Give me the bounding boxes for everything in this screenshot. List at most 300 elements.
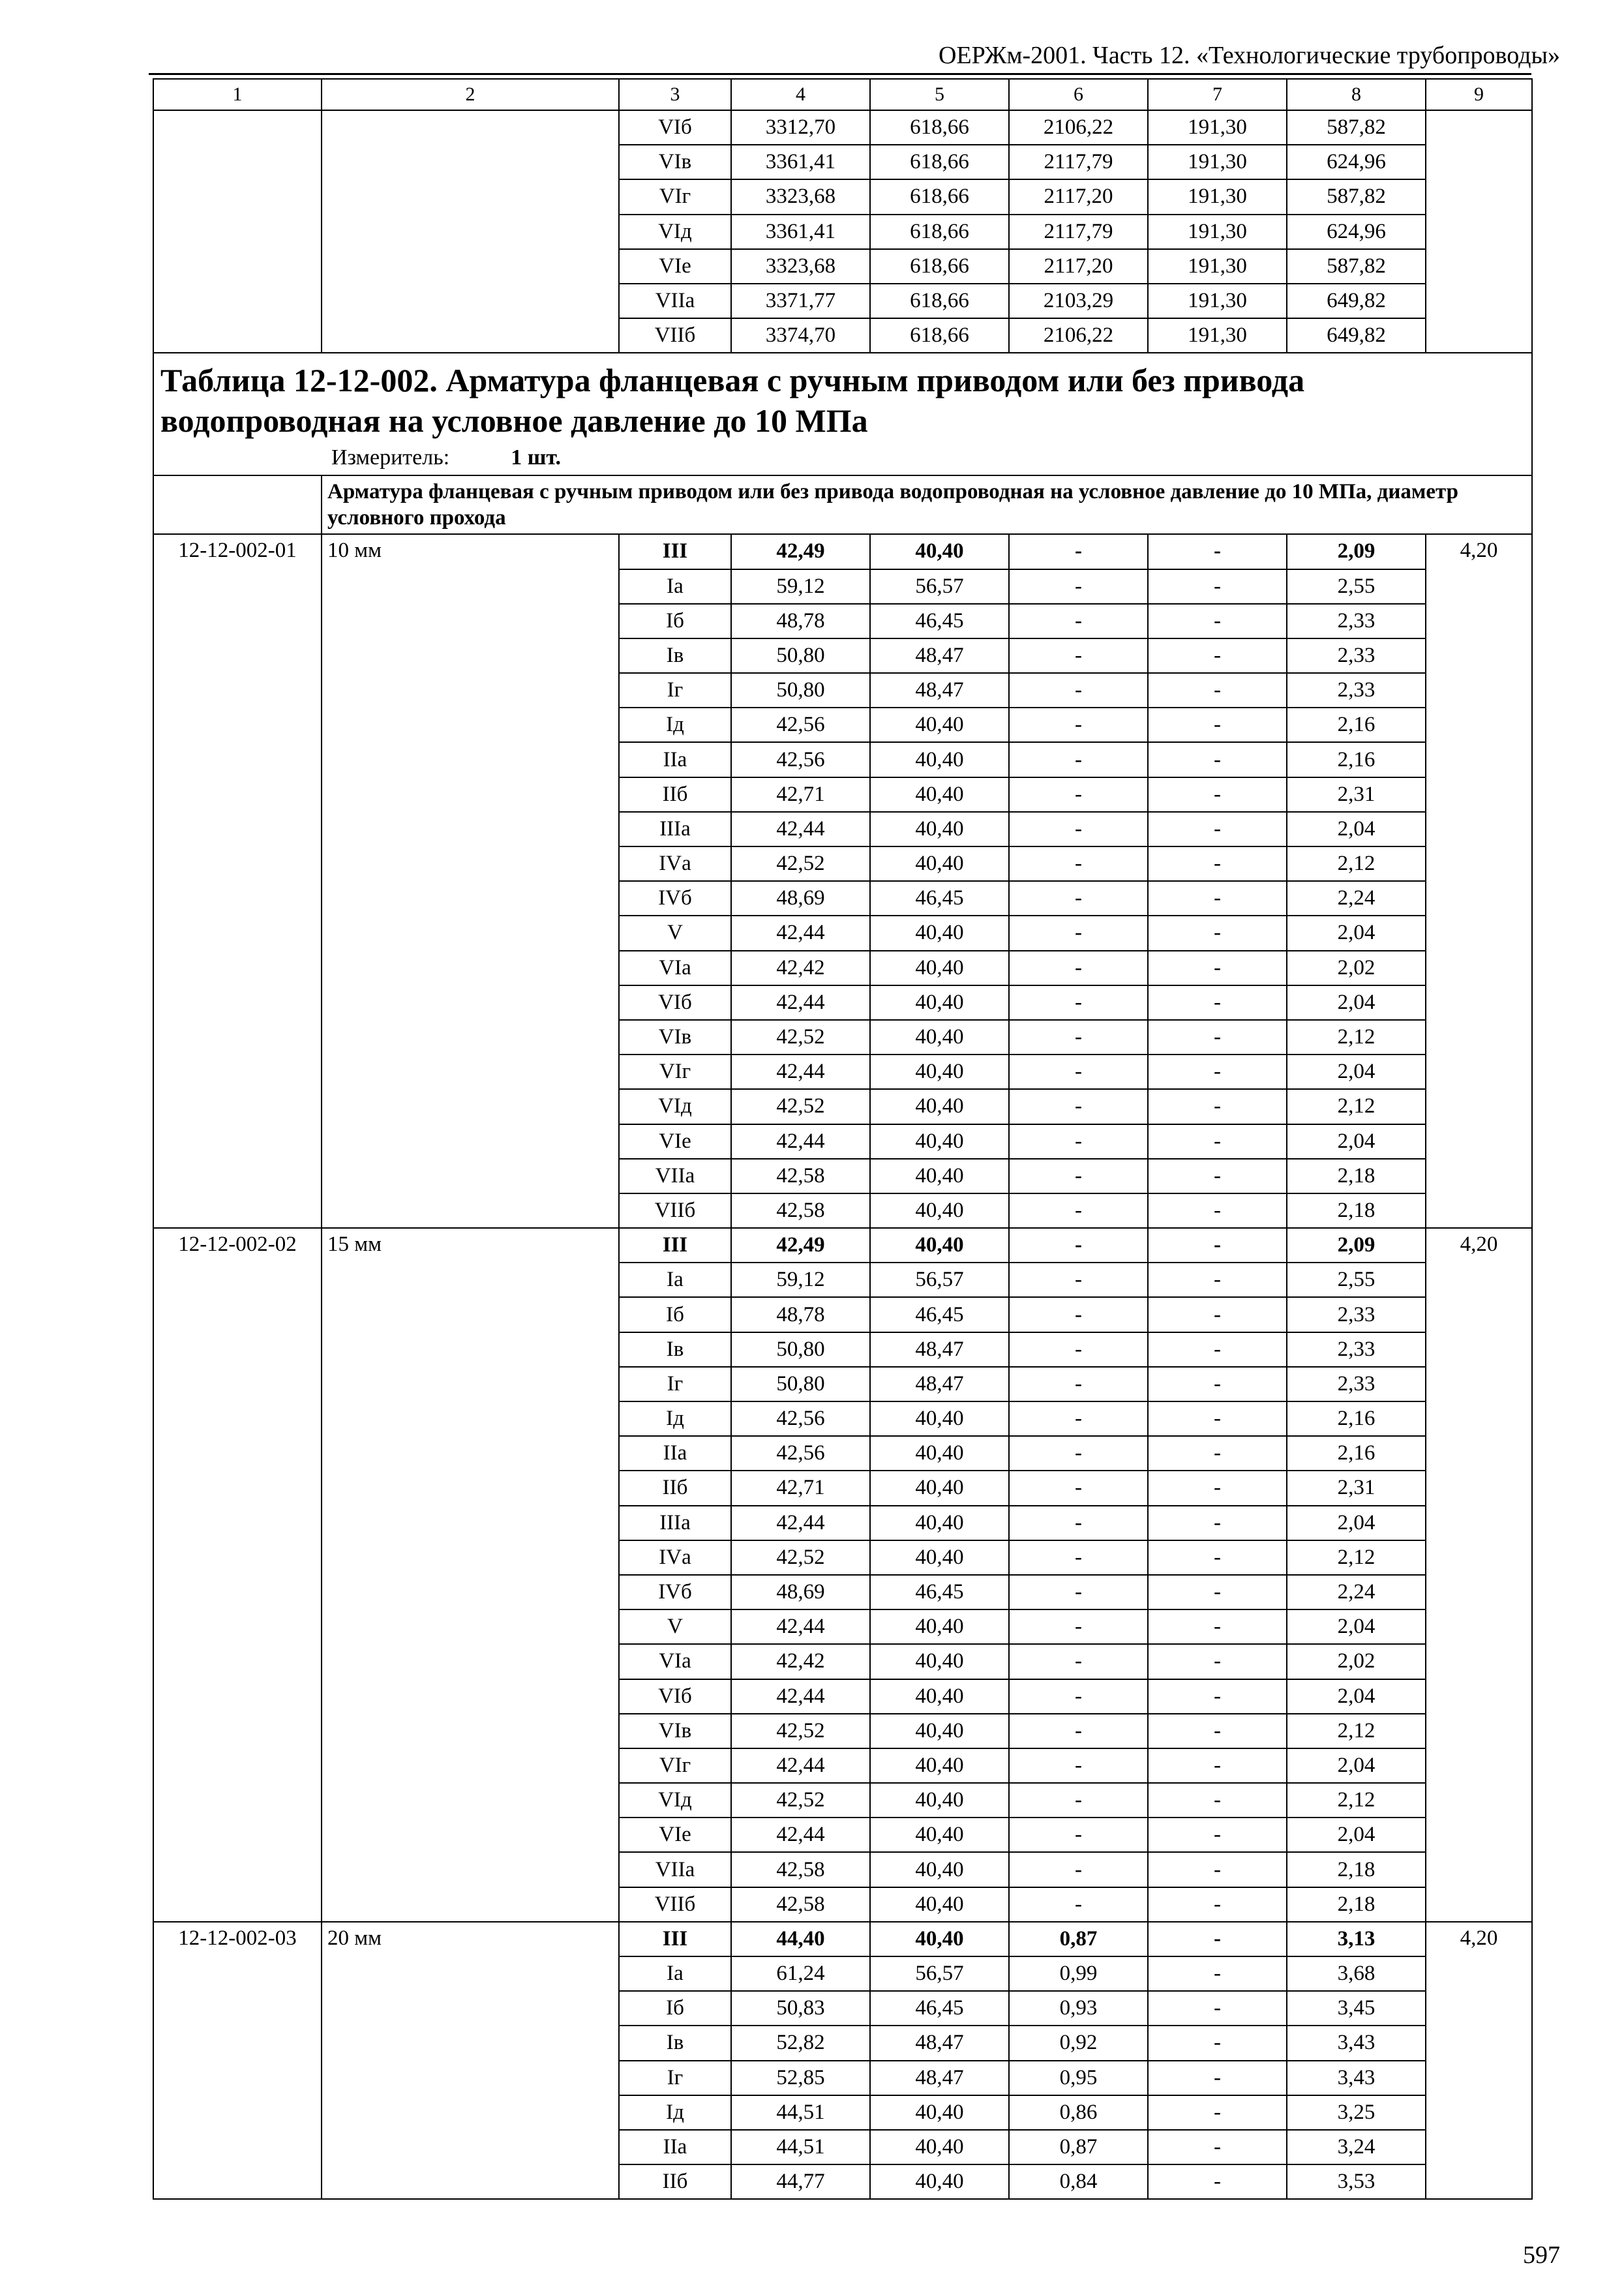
total-cost-cell: 42,52 xyxy=(731,1020,870,1055)
column-number: 2 xyxy=(322,79,619,110)
materials-cell: 2,33 xyxy=(1287,638,1426,673)
region-code-cell: VIIб xyxy=(619,318,731,353)
wages-cell: 56,57 xyxy=(870,1263,1009,1297)
wages-cell: 40,40 xyxy=(870,1055,1009,1089)
machines-cell: - xyxy=(1009,1818,1148,1852)
materials-cell: 2,02 xyxy=(1287,1644,1426,1679)
wages-cell: 40,40 xyxy=(870,1089,1009,1124)
materials-cell: 2,12 xyxy=(1287,1783,1426,1818)
total-cost-cell: 42,44 xyxy=(731,1124,870,1159)
machines-cell: - xyxy=(1009,638,1148,673)
materials-cell: 3,13 xyxy=(1287,1922,1426,1956)
machines-cell: - xyxy=(1009,534,1148,569)
region-code-cell: VIIа xyxy=(619,1159,731,1193)
machines-cell: 2117,79 xyxy=(1009,145,1148,179)
wages-cell: 48,47 xyxy=(870,1367,1009,1401)
materials-cell: 649,82 xyxy=(1287,318,1426,353)
price-table xyxy=(153,78,1533,2200)
materials-cell: 2,04 xyxy=(1287,916,1426,950)
table-row xyxy=(153,1228,1532,1263)
total-cost-cell: 42,52 xyxy=(731,1714,870,1748)
machinist-wages-cell: - xyxy=(1148,1956,1287,1991)
total-cost-cell: 48,78 xyxy=(731,604,870,638)
machinist-wages-cell: - xyxy=(1148,2164,1287,2199)
machines-cell: - xyxy=(1009,1367,1148,1401)
total-cost-cell: 42,56 xyxy=(731,1436,870,1471)
machinist-wages-cell: - xyxy=(1148,2061,1287,2095)
region-code-cell: VIб xyxy=(619,110,731,145)
materials-cell: 3,43 xyxy=(1287,2026,1426,2060)
table-title-row xyxy=(153,353,1532,475)
machines-cell: - xyxy=(1009,812,1148,846)
materials-cell: 2,18 xyxy=(1287,1159,1426,1193)
diameter-cell: 20 мм xyxy=(322,1922,619,2200)
machinist-wages-cell: 191,30 xyxy=(1148,110,1287,145)
total-cost-cell: 42,44 xyxy=(731,1055,870,1089)
page-number: 597 xyxy=(1523,2241,1560,2269)
total-cost-cell: 42,58 xyxy=(731,1887,870,1922)
total-cost-cell: 52,85 xyxy=(731,2061,870,2095)
machines-cell: - xyxy=(1009,673,1148,708)
total-cost-cell: 50,80 xyxy=(731,1332,870,1367)
wages-cell: 40,40 xyxy=(870,1124,1009,1159)
total-cost-cell: 42,44 xyxy=(731,985,870,1020)
materials-cell: 2,04 xyxy=(1287,1818,1426,1852)
wages-cell: 40,40 xyxy=(870,1644,1009,1679)
machines-cell: - xyxy=(1009,1020,1148,1055)
machinist-wages-cell: 191,30 xyxy=(1148,249,1287,284)
machinist-wages-cell: - xyxy=(1148,604,1287,638)
machines-cell: - xyxy=(1009,1748,1148,1783)
code-cell: 12-12-002-01 xyxy=(153,534,322,1228)
machinist-wages-cell: - xyxy=(1148,1922,1287,1956)
region-code-cell: IIа xyxy=(619,742,731,777)
wages-cell: 48,47 xyxy=(870,2026,1009,2060)
machines-cell: - xyxy=(1009,985,1148,1020)
region-code-cell: Iг xyxy=(619,2061,731,2095)
total-cost-cell: 42,52 xyxy=(731,1540,870,1575)
machinist-wages-cell: - xyxy=(1148,1159,1287,1193)
region-code-cell: IVа xyxy=(619,1540,731,1575)
machinist-wages-cell: - xyxy=(1148,1297,1287,1332)
total-cost-cell: 3371,77 xyxy=(731,284,870,318)
region-code-cell: Iв xyxy=(619,2026,731,2060)
wages-cell: 40,40 xyxy=(870,1748,1009,1783)
machinist-wages-cell: - xyxy=(1148,1609,1287,1644)
region-code-cell: VIг xyxy=(619,179,731,214)
materials-cell: 2,31 xyxy=(1287,1471,1426,1505)
column-number: 8 xyxy=(1287,79,1426,110)
total-cost-cell: 3361,41 xyxy=(731,145,870,179)
total-cost-cell: 44,77 xyxy=(731,2164,870,2199)
table-row xyxy=(153,110,1532,145)
materials-cell: 2,55 xyxy=(1287,569,1426,604)
region-code-cell: IVб xyxy=(619,1575,731,1609)
wages-cell: 40,40 xyxy=(870,1540,1009,1575)
base-cost-cell: 4,20 xyxy=(1426,534,1532,1228)
base-cost-cell: 4,20 xyxy=(1426,1922,1532,2200)
total-cost-cell: 42,49 xyxy=(731,1228,870,1263)
machinist-wages-cell: - xyxy=(1148,985,1287,1020)
machines-cell: 0,92 xyxy=(1009,2026,1148,2060)
materials-cell: 2,12 xyxy=(1287,1089,1426,1124)
total-cost-cell: 50,80 xyxy=(731,1367,870,1401)
materials-cell: 3,24 xyxy=(1287,2130,1426,2164)
total-cost-cell: 48,69 xyxy=(731,1575,870,1609)
machinist-wages-cell: - xyxy=(1148,1852,1287,1887)
materials-cell: 2,16 xyxy=(1287,1436,1426,1471)
materials-cell: 2,04 xyxy=(1287,1124,1426,1159)
wages-cell: 48,47 xyxy=(870,673,1009,708)
column-number: 7 xyxy=(1148,79,1287,110)
wages-cell: 40,40 xyxy=(870,916,1009,950)
wages-cell: 40,40 xyxy=(870,1783,1009,1818)
diameter-cell xyxy=(322,110,619,353)
region-code-cell: III xyxy=(619,1228,731,1263)
machinist-wages-cell: - xyxy=(1148,1020,1287,1055)
machinist-wages-cell: - xyxy=(1148,1748,1287,1783)
materials-cell: 2,33 xyxy=(1287,1367,1426,1401)
machinist-wages-cell: 191,30 xyxy=(1148,215,1287,249)
total-cost-cell: 42,42 xyxy=(731,1644,870,1679)
code-cell: 12-12-002-02 xyxy=(153,1228,322,1922)
region-code-cell: VIв xyxy=(619,1020,731,1055)
machines-cell: 2117,20 xyxy=(1009,249,1148,284)
machines-cell: - xyxy=(1009,1436,1148,1471)
materials-cell: 2,04 xyxy=(1287,1506,1426,1540)
machinist-wages-cell: - xyxy=(1148,673,1287,708)
machines-cell: 2103,29 xyxy=(1009,284,1148,318)
materials-cell: 2,16 xyxy=(1287,1401,1426,1436)
machinist-wages-cell: - xyxy=(1148,951,1287,985)
materials-cell: 2,31 xyxy=(1287,777,1426,812)
region-code-cell: VIг xyxy=(619,1748,731,1783)
machines-cell: - xyxy=(1009,708,1148,742)
region-code-cell: VIа xyxy=(619,951,731,985)
unit-label: Измеритель: xyxy=(331,445,450,470)
table-title: Таблица 12-12-002. Арматура фланцевая с ручным приводом или без привода водопроводная на условное давление до 10 МПа xyxy=(160,362,1305,440)
total-cost-cell: 42,44 xyxy=(731,1748,870,1783)
machinist-wages-cell: - xyxy=(1148,1193,1287,1228)
materials-cell: 2,33 xyxy=(1287,1332,1426,1367)
machinist-wages-cell: - xyxy=(1148,742,1287,777)
total-cost-cell: 42,52 xyxy=(731,1783,870,1818)
materials-cell: 3,68 xyxy=(1287,1956,1426,1991)
total-cost-cell: 42,44 xyxy=(731,1609,870,1644)
wages-cell: 46,45 xyxy=(870,1297,1009,1332)
wages-cell: 40,40 xyxy=(870,708,1009,742)
wages-cell: 40,40 xyxy=(870,846,1009,881)
machines-cell: - xyxy=(1009,951,1148,985)
materials-cell: 2,12 xyxy=(1287,1714,1426,1748)
machinist-wages-cell: 191,30 xyxy=(1148,145,1287,179)
machines-cell: - xyxy=(1009,1609,1148,1644)
wages-cell: 40,40 xyxy=(870,1436,1009,1471)
total-cost-cell: 52,82 xyxy=(731,2026,870,2060)
machines-cell: - xyxy=(1009,1089,1148,1124)
machines-cell: 0,87 xyxy=(1009,2130,1148,2164)
machinist-wages-cell: - xyxy=(1148,2095,1287,2130)
total-cost-cell: 61,24 xyxy=(731,1956,870,1991)
materials-cell: 3,45 xyxy=(1287,1991,1426,2026)
machines-cell: - xyxy=(1009,1506,1148,1540)
region-code-cell: Iа xyxy=(619,1263,731,1297)
wages-cell: 40,40 xyxy=(870,1818,1009,1852)
machinist-wages-cell: - xyxy=(1148,534,1287,569)
machines-cell: 2106,22 xyxy=(1009,318,1148,353)
machinist-wages-cell: - xyxy=(1148,1575,1287,1609)
machinist-wages-cell: - xyxy=(1148,638,1287,673)
materials-cell: 2,12 xyxy=(1287,1540,1426,1575)
materials-cell: 2,12 xyxy=(1287,846,1426,881)
total-cost-cell: 48,69 xyxy=(731,881,870,916)
materials-cell: 2,33 xyxy=(1287,604,1426,638)
total-cost-cell: 42,44 xyxy=(731,1818,870,1852)
wages-cell: 40,40 xyxy=(870,742,1009,777)
machinist-wages-cell: - xyxy=(1148,1055,1287,1089)
region-code-cell: V xyxy=(619,1609,731,1644)
machinist-wages-cell: - xyxy=(1148,1401,1287,1436)
machinist-wages-cell: - xyxy=(1148,708,1287,742)
machines-cell: 2106,22 xyxy=(1009,110,1148,145)
total-cost-cell: 59,12 xyxy=(731,569,870,604)
machines-cell: 0,93 xyxy=(1009,1991,1148,2026)
machines-cell: 0,95 xyxy=(1009,2061,1148,2095)
wages-cell: 40,40 xyxy=(870,1922,1009,1956)
machines-cell: - xyxy=(1009,1401,1148,1436)
machines-cell: 0,87 xyxy=(1009,1922,1148,1956)
machines-cell: - xyxy=(1009,846,1148,881)
region-code-cell: VIг xyxy=(619,1055,731,1089)
machines-cell: 0,86 xyxy=(1009,2095,1148,2130)
region-code-cell: Iб xyxy=(619,1297,731,1332)
total-cost-cell: 3323,68 xyxy=(731,179,870,214)
machinist-wages-cell: - xyxy=(1148,1679,1287,1714)
base-cost-cell: 4,20 xyxy=(1426,1228,1532,1922)
total-cost-cell: 50,80 xyxy=(731,673,870,708)
total-cost-cell: 42,58 xyxy=(731,1193,870,1228)
materials-cell: 3,25 xyxy=(1287,2095,1426,2130)
total-cost-cell: 3312,70 xyxy=(731,110,870,145)
machinist-wages-cell: - xyxy=(1148,1124,1287,1159)
wages-cell: 618,66 xyxy=(870,249,1009,284)
machinist-wages-cell: - xyxy=(1148,812,1287,846)
machines-cell: - xyxy=(1009,1159,1148,1193)
region-code-cell: VIб xyxy=(619,985,731,1020)
machines-cell: - xyxy=(1009,1263,1148,1297)
empty-cell xyxy=(153,475,322,534)
price-table-container xyxy=(153,78,1531,2200)
wages-cell: 40,40 xyxy=(870,1020,1009,1055)
machines-cell: 0,99 xyxy=(1009,1956,1148,1991)
region-code-cell: IIа xyxy=(619,2130,731,2164)
wages-cell: 40,40 xyxy=(870,2130,1009,2164)
wages-cell: 40,40 xyxy=(870,1228,1009,1263)
region-code-cell: IIа xyxy=(619,1436,731,1471)
total-cost-cell: 50,80 xyxy=(731,638,870,673)
total-cost-cell: 3374,70 xyxy=(731,318,870,353)
total-cost-cell: 50,83 xyxy=(731,1991,870,2026)
header-rule xyxy=(149,73,1531,75)
wages-cell: 48,47 xyxy=(870,2061,1009,2095)
total-cost-cell: 42,52 xyxy=(731,846,870,881)
region-code-cell: VIIб xyxy=(619,1193,731,1228)
column-number: 6 xyxy=(1009,79,1148,110)
wages-cell: 46,45 xyxy=(870,1991,1009,2026)
materials-cell: 2,04 xyxy=(1287,1748,1426,1783)
machines-cell: - xyxy=(1009,1471,1148,1505)
wages-cell: 46,45 xyxy=(870,881,1009,916)
region-code-cell: VIIб xyxy=(619,1887,731,1922)
machinist-wages-cell: - xyxy=(1148,2130,1287,2164)
wages-cell: 40,40 xyxy=(870,2164,1009,2199)
total-cost-cell: 42,44 xyxy=(731,1679,870,1714)
machines-cell: - xyxy=(1009,1679,1148,1714)
machinist-wages-cell: - xyxy=(1148,1436,1287,1471)
table-row xyxy=(153,534,1532,569)
machinist-wages-cell: - xyxy=(1148,1540,1287,1575)
materials-cell: 2,04 xyxy=(1287,1055,1426,1089)
column-number: 3 xyxy=(619,79,731,110)
machines-cell: 2117,79 xyxy=(1009,215,1148,249)
total-cost-cell: 44,51 xyxy=(731,2130,870,2164)
total-cost-cell: 42,49 xyxy=(731,534,870,569)
materials-cell: 2,04 xyxy=(1287,985,1426,1020)
machinist-wages-cell: - xyxy=(1148,1367,1287,1401)
region-code-cell: VIа xyxy=(619,1644,731,1679)
machinist-wages-cell: - xyxy=(1148,569,1287,604)
machinist-wages-cell: - xyxy=(1148,1783,1287,1818)
total-cost-cell: 44,40 xyxy=(731,1922,870,1956)
region-code-cell: VIд xyxy=(619,1089,731,1124)
machines-cell: - xyxy=(1009,1783,1148,1818)
region-code-cell: IIIа xyxy=(619,1506,731,1540)
total-cost-cell: 42,44 xyxy=(731,916,870,950)
machinist-wages-cell: - xyxy=(1148,1991,1287,2026)
running-header: ОЕРЖм-2001. Часть 12. «Технологические трубопроводы» xyxy=(938,42,1560,69)
total-cost-cell: 59,12 xyxy=(731,1263,870,1297)
wages-cell: 48,47 xyxy=(870,1332,1009,1367)
region-code-cell: IIIа xyxy=(619,812,731,846)
machinist-wages-cell: - xyxy=(1148,1228,1287,1263)
total-cost-cell: 48,78 xyxy=(731,1297,870,1332)
wages-cell: 40,40 xyxy=(870,2095,1009,2130)
machinist-wages-cell: 191,30 xyxy=(1148,179,1287,214)
machinist-wages-cell: - xyxy=(1148,881,1287,916)
machinist-wages-cell: - xyxy=(1148,777,1287,812)
region-code-cell: Iб xyxy=(619,604,731,638)
materials-cell: 2,04 xyxy=(1287,1679,1426,1714)
materials-cell: 2,16 xyxy=(1287,742,1426,777)
section-description: Арматура фланцевая с ручным приводом или без привода водопроводная на условное давление до 10 МПа, диаметр условного прохода xyxy=(322,475,1532,534)
region-code-cell: IVб xyxy=(619,881,731,916)
section-description-row xyxy=(153,475,1532,534)
wages-cell: 618,66 xyxy=(870,145,1009,179)
wages-cell: 56,57 xyxy=(870,1956,1009,1991)
machinist-wages-cell: - xyxy=(1148,916,1287,950)
machines-cell: - xyxy=(1009,916,1148,950)
region-code-cell: Iг xyxy=(619,673,731,708)
wages-cell: 618,66 xyxy=(870,284,1009,318)
materials-cell: 2,55 xyxy=(1287,1263,1426,1297)
machinist-wages-cell: - xyxy=(1148,1714,1287,1748)
machines-cell: - xyxy=(1009,1644,1148,1679)
total-cost-cell: 3361,41 xyxy=(731,215,870,249)
machinist-wages-cell: 191,30 xyxy=(1148,318,1287,353)
total-cost-cell: 42,58 xyxy=(731,1159,870,1193)
machines-cell: - xyxy=(1009,1887,1148,1922)
wages-cell: 618,66 xyxy=(870,110,1009,145)
region-code-cell: IIб xyxy=(619,777,731,812)
materials-cell: 587,82 xyxy=(1287,110,1426,145)
materials-cell: 2,09 xyxy=(1287,534,1426,569)
machinist-wages-cell: - xyxy=(1148,1263,1287,1297)
machinist-wages-cell: 191,30 xyxy=(1148,284,1287,318)
region-code-cell: Iа xyxy=(619,1956,731,1991)
materials-cell: 3,43 xyxy=(1287,2061,1426,2095)
code-cell xyxy=(153,110,322,353)
total-cost-cell: 42,44 xyxy=(731,812,870,846)
materials-cell: 2,33 xyxy=(1287,673,1426,708)
materials-cell: 2,09 xyxy=(1287,1228,1426,1263)
region-code-cell: Iд xyxy=(619,1401,731,1436)
machines-cell: - xyxy=(1009,1055,1148,1089)
total-cost-cell: 42,71 xyxy=(731,777,870,812)
code-cell: 12-12-002-03 xyxy=(153,1922,322,2200)
wages-cell: 40,40 xyxy=(870,1471,1009,1505)
machines-cell: - xyxy=(1009,1714,1148,1748)
region-code-cell: III xyxy=(619,534,731,569)
region-code-cell: VIе xyxy=(619,1124,731,1159)
column-number: 4 xyxy=(731,79,870,110)
machines-cell: - xyxy=(1009,777,1148,812)
machines-cell: - xyxy=(1009,1193,1148,1228)
total-cost-cell: 42,56 xyxy=(731,742,870,777)
total-cost-cell: 42,56 xyxy=(731,708,870,742)
machinist-wages-cell: - xyxy=(1148,1089,1287,1124)
machines-cell: - xyxy=(1009,569,1148,604)
machines-cell: - xyxy=(1009,1124,1148,1159)
total-cost-cell: 42,58 xyxy=(731,1852,870,1887)
machinist-wages-cell: - xyxy=(1148,1644,1287,1679)
materials-cell: 624,96 xyxy=(1287,145,1426,179)
machines-cell: - xyxy=(1009,1332,1148,1367)
materials-cell: 587,82 xyxy=(1287,249,1426,284)
wages-cell: 46,45 xyxy=(870,604,1009,638)
region-code-cell: VIIа xyxy=(619,1852,731,1887)
machinist-wages-cell: - xyxy=(1148,2026,1287,2060)
wages-cell: 40,40 xyxy=(870,1506,1009,1540)
unit-line xyxy=(331,443,1525,472)
materials-cell: 587,82 xyxy=(1287,179,1426,214)
total-cost-cell: 44,51 xyxy=(731,2095,870,2130)
wages-cell: 618,66 xyxy=(870,318,1009,353)
materials-cell: 2,12 xyxy=(1287,1020,1426,1055)
column-number: 9 xyxy=(1426,79,1532,110)
column-number: 5 xyxy=(870,79,1009,110)
region-code-cell: Iд xyxy=(619,708,731,742)
region-code-cell: VIв xyxy=(619,1714,731,1748)
column-number-row xyxy=(153,79,1532,110)
total-cost-cell: 42,42 xyxy=(731,951,870,985)
materials-cell: 2,04 xyxy=(1287,812,1426,846)
wages-cell: 40,40 xyxy=(870,1159,1009,1193)
machines-cell: - xyxy=(1009,1228,1148,1263)
wages-cell: 40,40 xyxy=(870,1714,1009,1748)
total-cost-cell: 42,56 xyxy=(731,1401,870,1436)
wages-cell: 40,40 xyxy=(870,1193,1009,1228)
materials-cell: 2,16 xyxy=(1287,708,1426,742)
